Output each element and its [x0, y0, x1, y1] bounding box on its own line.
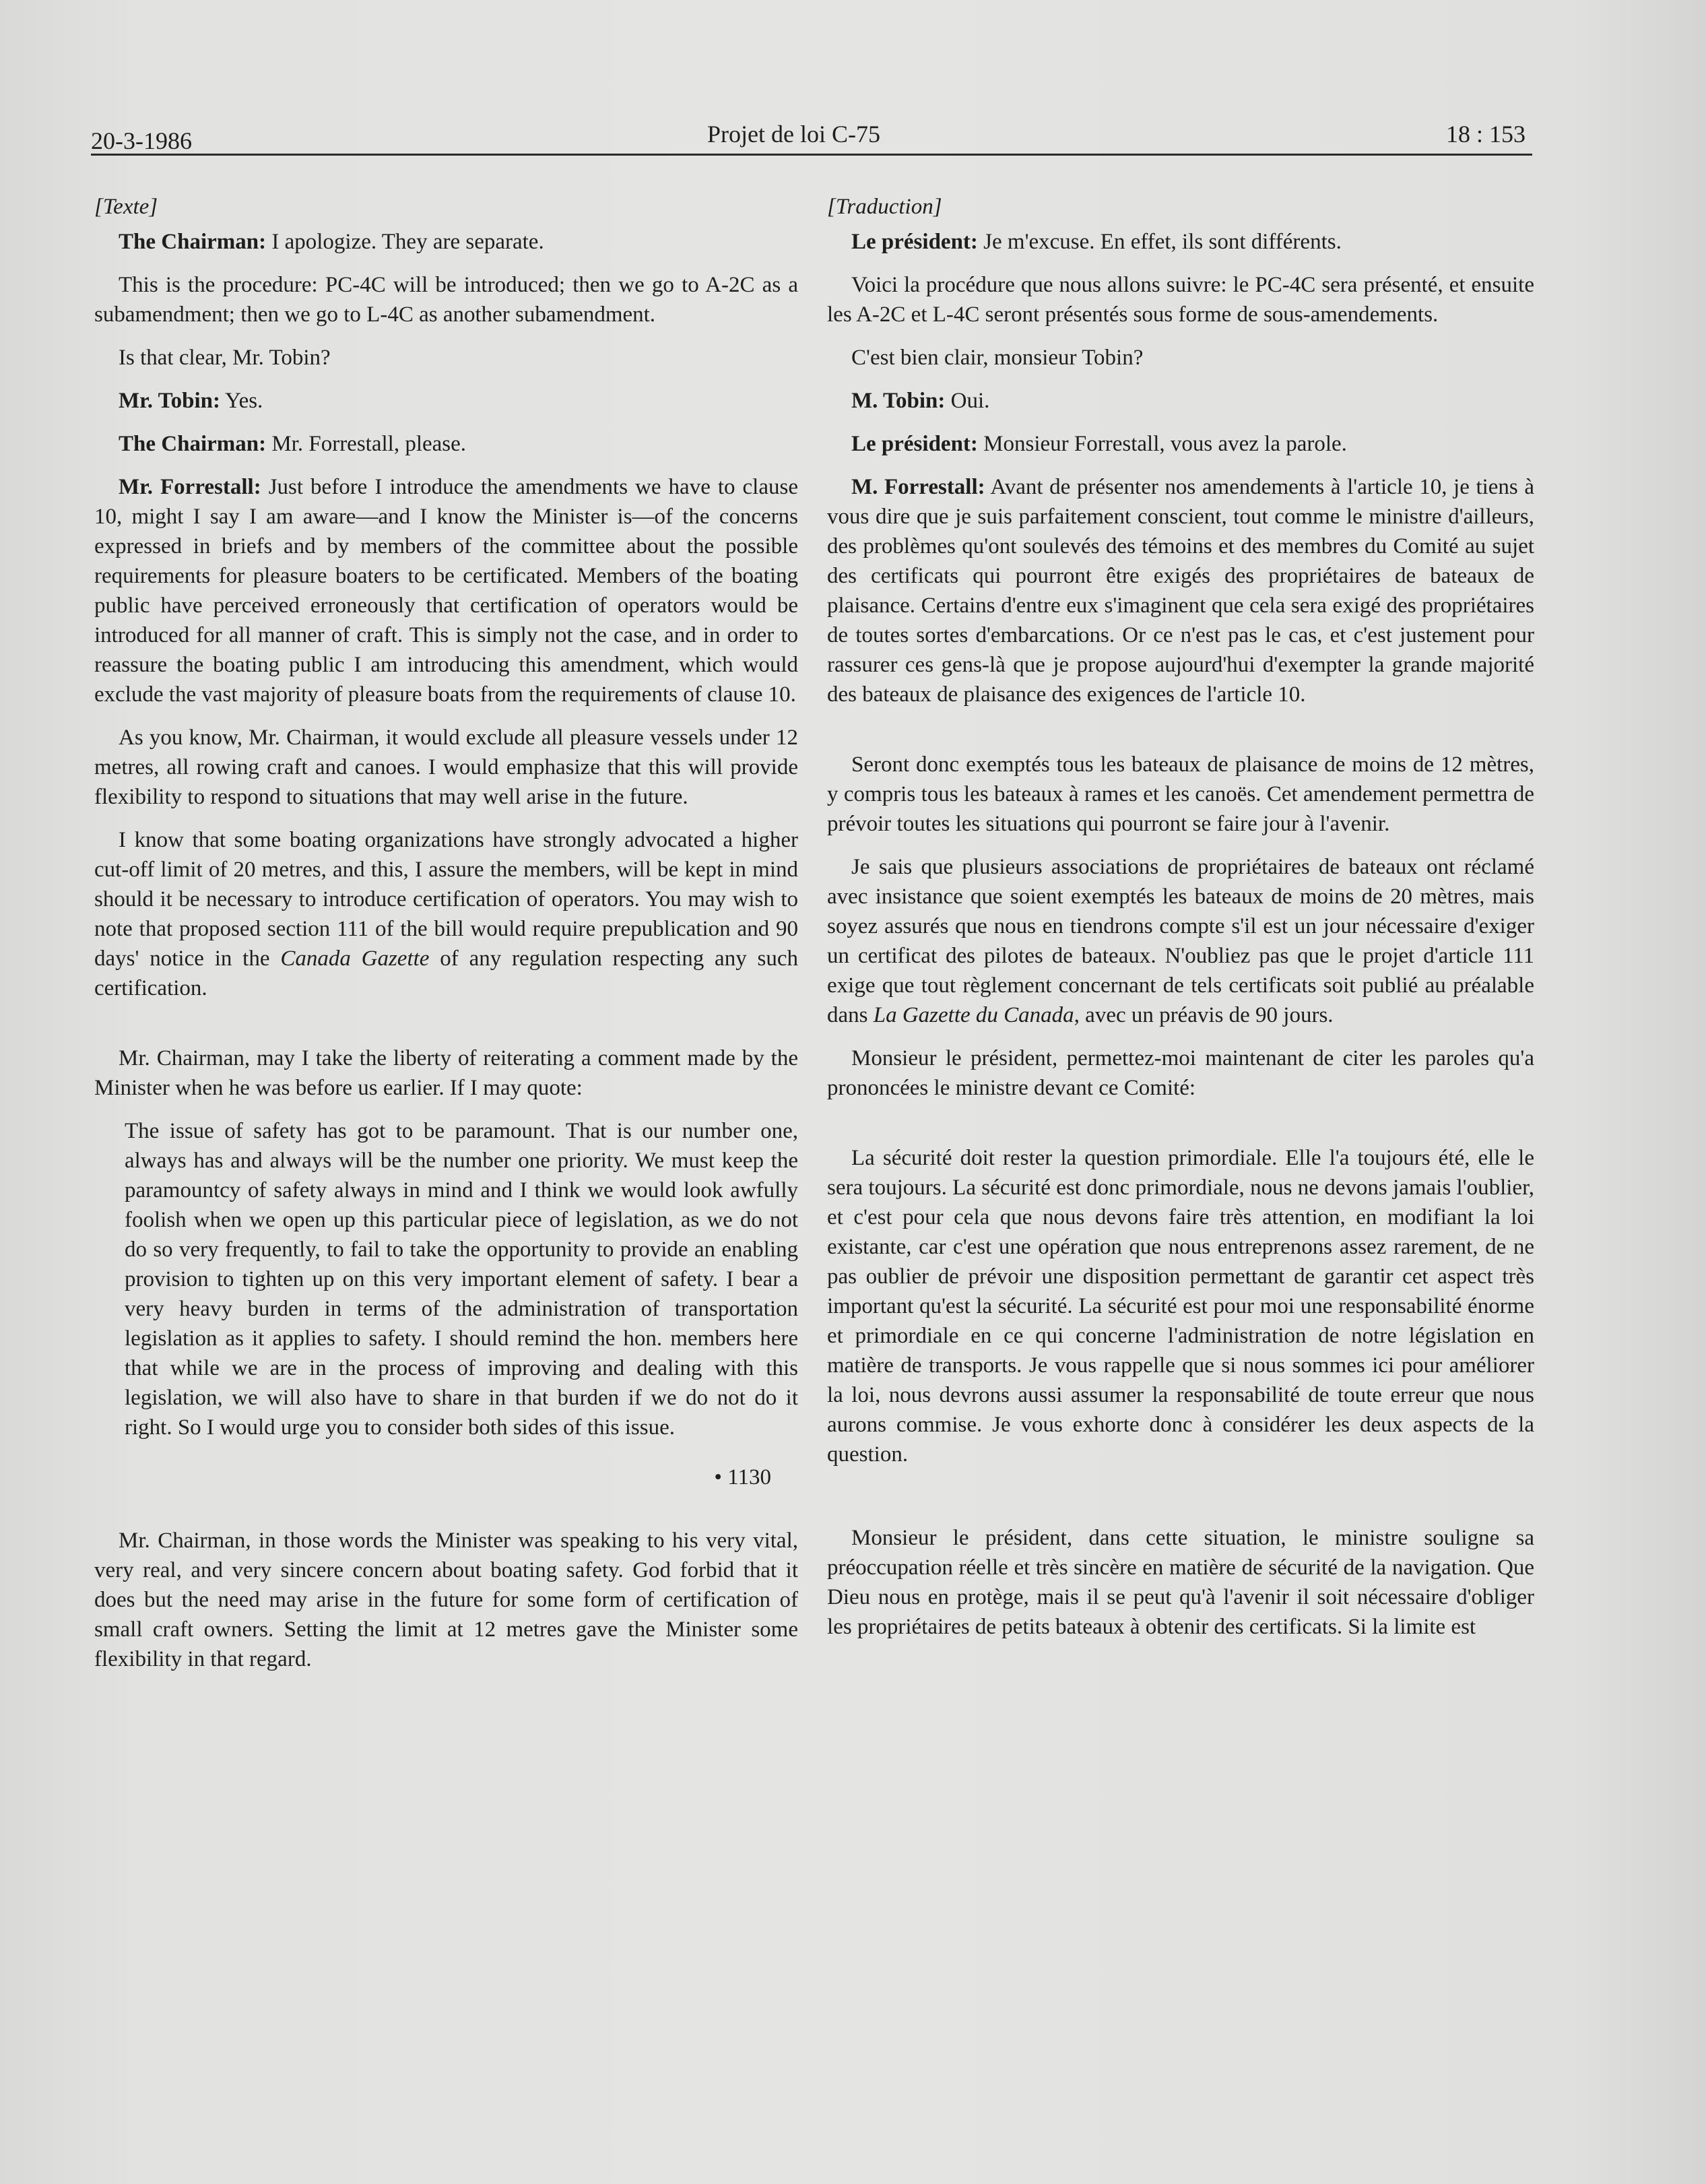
paragraph: Voici la procédure que nous allons suivre: le PC-4C sera présenté, et ensuite les A-2C et L-4C seront présentés sous forme de sous-amendements. [827, 273, 1534, 327]
publication-title: La Gazette du Canada [873, 1003, 1074, 1027]
header-page-number: 18 : 153 [1445, 121, 1525, 148]
paragraph: Mr. Chairman, in those words the Minister was speaking to his very vital, very real, and very sincere concern about boating safety. God forbid that it does but the need may arise in the future for some form of certification of small craft owners. Setting the limit at 12 metres gave the Minister some flexibility in that regard. [94, 1529, 798, 1671]
speech-text: Avant de présenter nos amendements à l'article 10, je tiens à vous dire que je suis parfaitement conscient, tout comme le ministre d'ailleurs, des problèmes qu'ont soulevés des témoins et des membres du Comité au sujet des certificats qui pourront être exigés des propriétaires de bateaux de plaisance. Certains d'entre eux s'imaginent que cela sera exigé des propriétaires de toutes sortes d'embarcations. Or ce n'est pas le cas, et c'est justement pour rassurer ces gens-là que je propose aujourd'hui d'exempter la grande majorité des bateaux de plaisance des exigences de l'article 10. [827, 475, 1534, 707]
speech-text: I know that some boating organizations have strongly advocated a higher cut-off limit of 20 metres, and this, I assure the members, will be kept in mind should it be necessary to introduce certification of operators. You may wish to note that proposed section 111 of the bill would require prepublication and 90 days' notice in the [94, 828, 798, 971]
paragraph [94, 472, 798, 709]
speech-text: Yes. [220, 389, 263, 413]
paragraph [94, 227, 798, 257]
minister-quote: La sécurité doit rester la question primordiale. Elle l'a toujours été, elle le sera toujours. La sécurité est donc primordiale, nous ne devons jamais l'oublier, et c'est pour cela que nous devons faire très attention, en modifiant la loi existante, car c'est une opération que nous entreprenons assez rarement, de ne pas oublier de prévoir une disposition permettant de garantir cet aspect très important qu'est la sécurité. La sécurité est pour moi une responsabilité énorme et primordiale en ce qui concerne l'administration de notre législation en matière de transports. Je vous rappelle que si nous sommes ici pour améliorer la loi, nous devrons aussi assumer la responsabilité de toute erreur que nous aurons commise. Je vous exhorte donc à considérer les deux aspects de la question. [827, 1146, 1534, 1467]
speech-text: Je m'excuse. En effet, ils sont différents. [977, 230, 1342, 254]
paragraph: Mr. Chairman, may I take the liberty of reiterating a comment made by the Minister when he was before us earlier. If I may quote: [94, 1046, 798, 1100]
speech-text: Mr. Forrestall, please. [266, 432, 467, 456]
paragraph [94, 825, 798, 1003]
speaker-name: The Chairman: [119, 230, 267, 254]
paragraph: Seront donc exemptés tous les bateaux de plaisance de moins de 12 mètres, y compris tous les bateaux à rames et les canoës. Cet amendement permettra de prévoir toutes les situations qui pourront se faire jour à l'avenir. [827, 752, 1534, 836]
paragraph [94, 429, 798, 459]
paragraph [827, 429, 1534, 459]
speech-text: Just before I introduce the amendments we have to clause 10, might I say I am aware—and I know the Minister is—of the concerns expressed in briefs and by members of the committee about the possible requirements for pleasure boaters to be certificated. Members of the boating public have perceived erroneously that certification of operators would be introduced for all manner of craft. This is simply not the case, and in order to reassure the boating public I am introducing this amendment, which would exclude the vast majority of pleasure boats from the requirements of clause 10. [94, 475, 798, 707]
paragraph: Monsieur le président, permettez-moi maintenant de citer les paroles qu'a prononcées le ministre devant ce Comité: [827, 1046, 1534, 1100]
time-marker: • 1130 [714, 1465, 771, 1489]
section-label-texte: [Texte] [94, 195, 158, 219]
speaker-name: M. Forrestall: [851, 475, 985, 499]
speaker-name: Le président: [851, 432, 978, 456]
english-column [94, 192, 798, 1688]
minister-quote: The issue of safety has got to be paramount. That is our number one, always has and always will be the number one priority. We must keep the paramountcy of safety always in mind and I think we would look awfully foolish when we open up this particular piece of legislation, as we do not do so very frequently, to fail to take the opportunity to provide an enabling provision to tighten up on this very important element of safety. I bear a very heavy burden in terms of the administration of transportation legislation as it applies to safety. I should remind the hon. members here that while we are in the process of improving and dealing with this legislation, we will also have to share in that burden if we do not do it right. So I would urge you to consider both sides of this issue. [125, 1119, 798, 1440]
paragraph [94, 386, 798, 416]
paragraph [827, 227, 1534, 257]
paragraph: C'est bien clair, monsieur Tobin? [851, 346, 1144, 370]
speech-text: of any regulation respecting any such certification. [94, 946, 798, 1000]
speech-text: Oui. [945, 389, 990, 413]
section-label-traduction: [Traduction] [827, 195, 942, 219]
speaker-name: The Chairman: [119, 432, 267, 456]
speech-text: Je sais que plusieurs associations de propriétaires de bateaux ont réclamé avec insistance que soient exemptés les bateaux de moins de 20 mètres, mais soyez assurés que nous en tiendrons compte s'il est un jour nécessaire d'exiger un certificat des pilotes de bateaux. N'oubliez pas que le projet d'article 111 exige que tout règlement concernant de tels certificats soit publié au préalable dans [827, 855, 1534, 1027]
paragraph [827, 852, 1534, 1030]
speaker-name: M. Tobin: [851, 389, 946, 413]
speech-text: , avec un préavis de 90 jours. [1074, 1003, 1334, 1027]
header-title: Projet de loi C-75 [707, 121, 880, 148]
header-date: 20-3-1986 [91, 127, 192, 154]
speaker-name: Mr. Forrestall: [119, 475, 261, 499]
paragraph: Is that clear, Mr. Tobin? [119, 346, 331, 370]
paragraph: Monsieur le président, dans cette situation, le ministre souligne sa préoccupation réelle et très sincère en matière de sécurité de la navigation. Que Dieu nous en protège, mais il se peut qu'à l'avenir il soit nécessaire d'obliger les propriétaires de petits bateaux à obtenir des certificats. Si la limite est [827, 1526, 1534, 1639]
speech-text: Monsieur Forrestall, vous avez la parole. [977, 432, 1347, 456]
paragraph: This is the procedure: PC-4C will be introduced; then we go to A-2C as a subamendment; then we go to L-4C as another subamendment. [94, 273, 798, 327]
speaker-name: Mr. Tobin: [119, 389, 221, 413]
paragraph [827, 472, 1534, 709]
speech-text: I apologize. They are separate. [266, 230, 544, 254]
publication-title: Canada Gazette [280, 946, 430, 971]
paragraph: As you know, Mr. Chairman, it would exclude all pleasure vessels under 12 metres, all rowing craft and canoes. I would emphasize that this will provide flexibility to respond to situations that may well arise in the future. [94, 726, 798, 809]
page-header [91, 120, 1532, 156]
paragraph [827, 386, 1534, 416]
french-column [827, 192, 1534, 1655]
speaker-name: Le président: [851, 230, 978, 254]
